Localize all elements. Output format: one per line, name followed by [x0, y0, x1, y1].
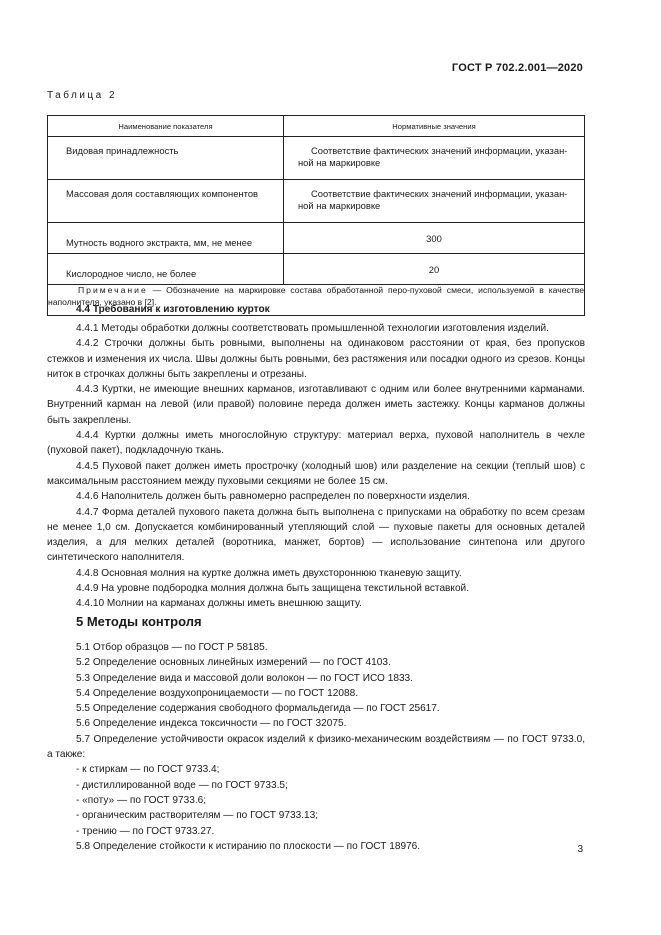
paragraph: 4.4.1 Методы обработки должны соответствовать промышленной технологии изготовления изделий.: [76, 323, 549, 334]
list-item: 5.4 Определение воздухопроницаемости — по ГОСТ 12088.: [76, 687, 359, 699]
list-item: 5.3 Определение вида и массовой доли волокон — по ГОСТ ИСО 1833.: [76, 672, 413, 684]
table-header-row: [48, 116, 585, 137]
paragraph: 4.4.4 Куртки должны иметь многослойную структуру: материал верха, пуховой наполнитель в чехле (пуховой пакет), подкладочную ткань.: [47, 430, 585, 457]
document-header-id: ГОСТ Р 702.2.001—2020: [451, 62, 583, 74]
value-line: Соответствие фактических значений информации, указан-: [311, 145, 568, 156]
table-cell-value: 300: [284, 223, 585, 254]
table-cell-name: Мутность водного экстракта, мм, не менее: [48, 223, 284, 254]
list-item: 5.6 Определение индекса токсичности — по ГОСТ 32075.: [76, 718, 347, 730]
section-heading: 5 Методы контроля: [76, 614, 202, 629]
sub-list-item: - «поту» — по ГОСТ 9733.6;: [76, 794, 207, 806]
table-cell-name: Видовая принадлежность: [48, 137, 284, 180]
value-line: ной на маркировке: [298, 200, 381, 211]
section-heading: 4.4 Требования к изготовлению курток: [76, 304, 270, 315]
sub-list-item: - органическим растворителям — по ГОСТ 9733.13;: [76, 810, 319, 822]
table-row: [48, 254, 585, 285]
page-number: 3: [577, 844, 583, 855]
paragraph: 4.4.10 Молнии на карманах должны иметь внешнюю защиту.: [76, 598, 362, 610]
paragraph: 4.4.9 На уровне подбородка молния должна быть защищена текстильной вставкой.: [76, 583, 470, 595]
table-2: [47, 115, 585, 316]
value-line: ной на маркировке: [298, 157, 381, 168]
value-line: Соответствие фактических значений информации, указан-: [311, 188, 568, 199]
sub-list-item: - трению — по ГОСТ 9733.27.: [76, 825, 215, 837]
note-label: Примечание: [78, 285, 148, 295]
table-caption: Таблица 2: [47, 90, 118, 101]
section-5: [47, 613, 585, 854]
list-item: 5.1 Отбор образцов — по ГОСТ Р 58185.: [76, 642, 268, 653]
table-row: [48, 137, 585, 180]
paragraph: 4.4.3 Куртки, не имеющие внешних карманов, изготавливают с одним или более внутренними карманами. Внутренний карман на левой (или правой) половине переда должен иметь застежку. Концы карманов должны быть закреплены.: [47, 384, 585, 426]
table-cell-value: [284, 137, 585, 180]
table-row: [48, 180, 585, 223]
table-cell-value: [284, 180, 585, 223]
section-4-4: [47, 302, 585, 612]
sub-list-item: - к стиркам — по ГОСТ 9733.4;: [76, 764, 220, 776]
list-item: 5.5 Определение содержания свободного формальдегида — по ГОСТ 25617.: [76, 703, 440, 715]
table-cell-name: Кислородное число, не более: [48, 254, 284, 285]
list-item: 5.2 Определение основных линейных измерений — по ГОСТ 4103.: [76, 657, 391, 669]
list-item: 5.8 Определение стойкости к истиранию по плоскости — по ГОСТ 18976.: [76, 840, 421, 852]
table-col2-header: Нормативные значения: [284, 116, 585, 137]
paragraph: 4.4.6 Наполнитель должен быть равномерно распределен по поверхности изделия.: [76, 491, 470, 503]
list-item: 5.7 Определение устойчивости окрасок изделий к физико-механическим воздействиям — по ГОСТ 9733.0, а также:: [47, 733, 585, 761]
table-cell-value: 20: [284, 254, 585, 285]
table-col1-header: Наименование показателя: [48, 116, 284, 137]
paragraph: 4.4.8 Основная молния на куртке должна иметь двухстороннюю тканевую защиту.: [76, 567, 462, 579]
paragraph: 4.4.7 Форма деталей пухового пакета должна быть выполнена с припусками на обработку по всем срезам не менее 1,0 см. Допускается комбинированный утепляющий слой — пуховые пакеты для основных деталей изделия, а для мелких деталей (воротника, манжет, бортов) — использование синтепона или другого синтетического наполнителя.: [47, 506, 585, 564]
paragraph: 4.4.5 Пуховой пакет должен иметь прострочку (холодный шов) или разделение на секции (теплый шов) с максимальным расстоянием между пуховыми секциями не более 15 см.: [47, 460, 585, 487]
note-text: — Обозначение на маркировке состава обработанной перо-пуховой смеси, используемой в качестве наполнителя, указано в [2].: [48, 285, 584, 307]
sub-list-item: - дистиллированной воде — по ГОСТ 9733.5;: [76, 779, 288, 791]
paragraph: 4.4.2 Строчки должны быть ровными, выполнены на одинаковом расстоянии от края, без пропусков стежков и изменения их числа. Швы должны быть ровными, без растяжения или посадки одного из срезов. Концы ниток в строчках должны быть закреплены и отрезаны.: [47, 338, 585, 380]
table-row: [48, 223, 585, 254]
table-cell-name: Массовая доля составляющих компонентов: [48, 180, 284, 223]
